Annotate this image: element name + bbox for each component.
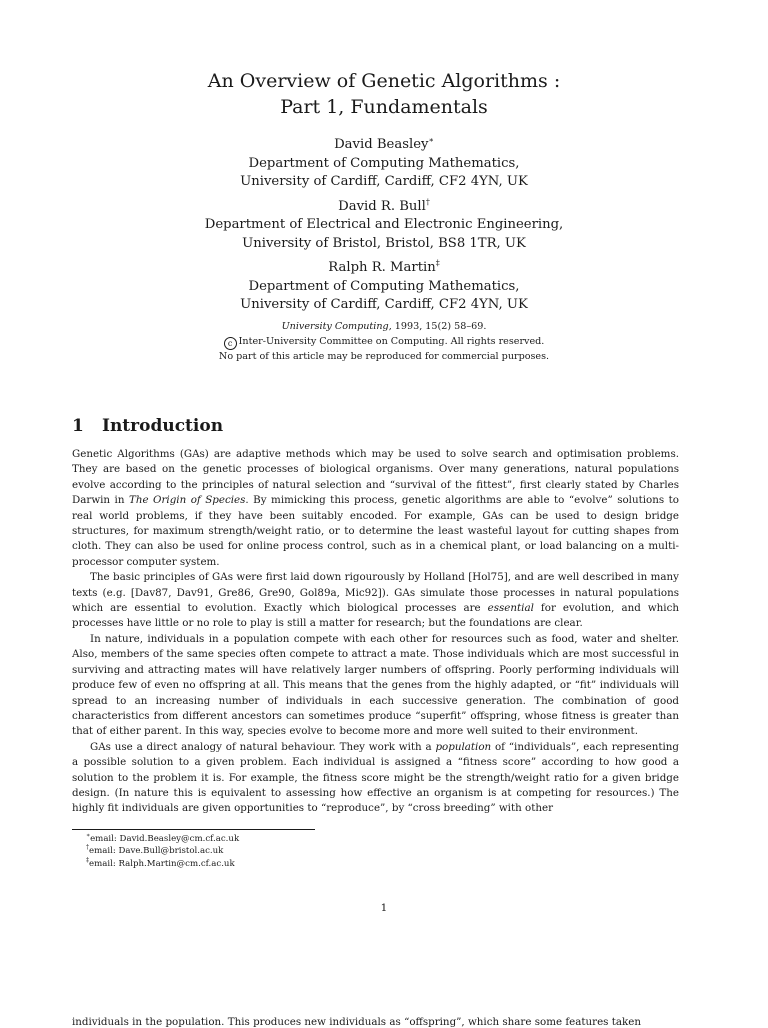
paragraph-text: of “individuals”, each representing a possible solution to a given problem. Each individual is assigned a “fitness score” according to how good a solution to the problem it is. For example, the fitness score might be the strength/weight ratio for a given bridge design. (In nature this is equivalent to assessing how effective an organism is at competing for resources.) The highly fit individuals are given opportunities to “reproduce”, by “cross breeding” with other — [72, 740, 679, 815]
section-number: 1 — [72, 416, 84, 436]
emphasized-text: essential — [487, 602, 534, 615]
footnote-mark: ∗ — [86, 832, 91, 840]
author-name: David R. Bull† — [338, 197, 430, 214]
footnote-divider — [72, 829, 315, 830]
paragraph-text: GAs use a direct analogy of natural behaviour. They work with a — [90, 740, 436, 753]
footnote-mark: † — [86, 844, 89, 852]
paragraph-text: In nature, individuals in a population compete with each other for resources such as food, water and shelter. Also, members of the same species often compete to attract a mate. Those individuals which are most successful in surviving and attracting mates will have relatively larger numbers of offspring. Poorly performing individuals will produce few of even no offspring at all. This means that the genes from the highly adapted, or “fit” individuals will spread to an increasing number of individuals in each successive generation. The combination of good characteristics from different ancestors can sometimes produce “superfit” offspring, whose fitness is greater than that of either parent. In this way, species evolve to become more and more well suited to their environment. — [72, 632, 679, 738]
author-footnote-mark: ∗ — [428, 135, 434, 145]
author-list — [0, 136, 768, 321]
copyright-line — [0, 335, 768, 350]
body-paragraph — [72, 632, 679, 740]
author-footnote-mark: † — [425, 197, 430, 207]
author-block — [0, 259, 768, 315]
publication-info — [0, 320, 768, 364]
author-affiliation-line: Department of Computing Mathematics, — [248, 155, 520, 171]
footnote — [86, 845, 239, 857]
paper-title — [0, 68, 768, 120]
emphasized-text: The Origin of Species — [128, 494, 246, 507]
footnote — [86, 833, 239, 845]
footnotes — [86, 833, 239, 870]
author-name: David Beasley∗ — [334, 135, 434, 152]
body-paragraph — [72, 570, 679, 632]
journal-name: University Computing — [281, 321, 389, 332]
section-heading — [72, 416, 223, 436]
author-block — [0, 198, 768, 254]
footnote — [86, 858, 239, 870]
emphasized-text: population — [435, 740, 492, 753]
next-page-fragment: individuals in the population. This produces new individuals as “offspring”, which share some features taken — [72, 1016, 641, 1028]
footnote-text: email: Dave.Bull@bristol.ac.uk — [89, 846, 224, 857]
author-footnote-mark: ‡ — [435, 258, 440, 268]
author-block — [0, 136, 768, 192]
copyright-icon: c — [224, 337, 237, 350]
citation-line — [0, 320, 768, 335]
body-paragraph — [72, 447, 679, 570]
copyright-text: Inter-University Committee on Computing. All rights reserved. — [238, 335, 545, 347]
citation-details: , 1993, 15(2) 58–69. — [388, 321, 487, 332]
footnote-text: email: Ralph.Martin@cm.cf.ac.uk — [89, 858, 235, 869]
title-line-2: Part 1, Fundamentals — [280, 96, 488, 118]
page-number: 1 — [380, 902, 388, 914]
author-affiliation-line: University of Cardiff, Cardiff, CF2 4YN, UK — [240, 174, 528, 189]
paragraph-text: . By mimicking this process, genetic algorithms are able to “evolve” solutions to real world problems, if they have been suitably encoded. For example, GAs can be used to design bridge structures, for maximum strength/weight ratio, or to determine the least wasteful layout for cutting shapes from cloth. They can also be used for online process control, such as in a chemical plant, or load balancing on a multi-processor computer system. — [72, 494, 679, 568]
body-text — [72, 447, 679, 817]
section-title: Introduction — [102, 416, 224, 436]
author-name: Ralph R. Martin‡ — [328, 258, 440, 275]
body-paragraph — [72, 740, 679, 817]
author-affiliation-line: University of Bristol, Bristol, BS8 1TR, UK — [242, 235, 526, 251]
author-affiliation-line: University of Cardiff, Cardiff, CF2 4YN, UK — [240, 297, 528, 312]
author-affiliation-line: Department of Electrical and Electronic Engineering, — [204, 217, 564, 232]
paragraph-text: for evolution, and which processes have little or no role to play is still a matter for research; but the foundations are clear. — [72, 602, 679, 630]
footnote-text: email: David.Beasley@cm.cf.ac.uk — [90, 834, 240, 844]
paragraph-text: Genetic Algorithms (GAs) are adaptive methods which may be used to solve search and optimisation problems. They are based on the genetic processes of biological organisms. Over many generations, natural populations evolve according to the principles of natural selection and “survival of the fittest”, first clearly stated by Charles Darwin in — [72, 448, 679, 507]
footnote-mark: ‡ — [86, 856, 89, 864]
reproduction-notice: No part of this article may be reproduced for commercial purposes. — [218, 350, 550, 362]
paragraph-text: The basic principles of GAs were first laid down rigourously by Holland [Hol75], and are well described in many texts (e.g. [Dav87, Dav91, Gre86, Gre90, Gol89a, Mic92]). GAs simulate those processes in natural populations which are essential to evolution. Exactly which biological processes are — [72, 571, 679, 615]
author-affiliation-line: Department of Computing Mathematics, — [248, 278, 520, 294]
title-line-1: An Overview of Genetic Algorithms : — [207, 70, 561, 92]
